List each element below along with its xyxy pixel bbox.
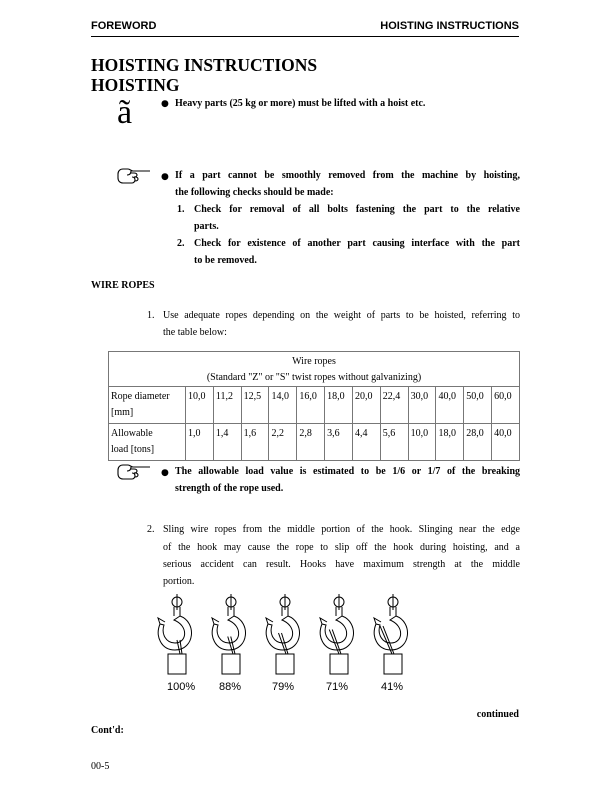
section-title: HOISTING — [91, 75, 180, 95]
table-cell: 2,8 — [297, 424, 325, 461]
step1-line2: the table below: — [163, 327, 227, 338]
table-cell: 30,0 — [408, 387, 436, 424]
table-cell: 1,6 — [241, 424, 269, 461]
hook-figure — [374, 594, 407, 674]
allowable-load-note-line1: The allowable load value is estimated to be 1/6 or 1/7 of the breaking — [175, 466, 520, 477]
hook-tip — [212, 618, 219, 624]
hook-strength-diagram — [150, 592, 420, 677]
pointing-hand-icon — [117, 166, 151, 184]
hook-strength-label: 41% — [381, 681, 404, 693]
check-item-number: 1. — [177, 204, 185, 215]
wire-rope — [228, 637, 233, 655]
wire-rope — [180, 640, 182, 654]
hook-figure — [266, 594, 299, 674]
step2-line1: Sling wire ropes from the middle portion of the hook. Slinging near the edge — [163, 524, 520, 535]
table-row-label — [109, 424, 186, 461]
header-chapter-title: HOISTING INSTRUCTIONS — [380, 20, 519, 32]
bullet-dot: ● — [161, 172, 169, 182]
hoisting-check-line2: the following checks should be made: — [175, 187, 334, 198]
pointing-hand-icon — [117, 462, 151, 480]
bullet-dot: ● — [161, 468, 169, 478]
allowable-load-note-line2: strength of the rope used. — [175, 483, 284, 494]
rope-diameter-unit: [mm] — [111, 407, 134, 418]
table-cell: 16,0 — [297, 387, 325, 424]
step2-line2: of the hook may cause the rope to slip off the hook during hoisting, and a — [163, 542, 520, 553]
page-number: 00-5 — [91, 761, 110, 772]
load-block — [222, 654, 240, 674]
hook-strength-label: 71% — [326, 681, 349, 693]
hook-tip — [266, 618, 273, 624]
table-cell: 2,2 — [269, 424, 297, 461]
hook-figure — [320, 594, 353, 674]
step2-line4: portion. — [163, 576, 195, 587]
table-cell: 14,0 — [269, 387, 297, 424]
table-cell: 1,4 — [213, 424, 241, 461]
table-cell: 11,2 — [213, 387, 241, 424]
heavy-parts-note: Heavy parts (25 kg or more) must be lifted with a hoist etc. — [175, 98, 426, 109]
table-cell: 22,4 — [380, 387, 408, 424]
bullet-dot: ● — [161, 99, 169, 109]
table-cell: 1,0 — [186, 424, 214, 461]
table-title: Wire ropes — [292, 356, 336, 367]
check-item-2-line2: to be removed. — [194, 255, 257, 266]
rope-diameter-label: Rope diameter — [111, 391, 170, 402]
load-block — [330, 654, 348, 674]
check-item-number: 2. — [177, 238, 185, 249]
table-header-row — [109, 352, 520, 387]
continued-label: continued — [476, 709, 519, 720]
hook-strength-label: 88% — [219, 681, 242, 693]
table-row — [109, 424, 520, 461]
hook-strength-label: 79% — [272, 681, 295, 693]
table-cell: 10,0 — [408, 424, 436, 461]
table-cell: 4,4 — [352, 424, 380, 461]
load-block — [384, 654, 402, 674]
page-title: HOISTING INSTRUCTIONS — [91, 55, 318, 75]
load-block — [276, 654, 294, 674]
hook-figure — [212, 594, 245, 674]
table-cell: 40,0 — [436, 387, 464, 424]
hoisting-check-line1: If a part cannot be smoothly removed from the machine by hoisting, — [175, 170, 520, 181]
wire-ropes-heading: WIRE ROPES — [91, 280, 155, 291]
table-cell: 50,0 — [464, 387, 492, 424]
hook-tip — [158, 618, 165, 624]
table-title-cell — [109, 352, 520, 387]
step-number: 2. — [147, 524, 155, 535]
table-cell: 12,5 — [241, 387, 269, 424]
hook-strength-label: 100% — [167, 681, 196, 693]
header-rule — [91, 36, 519, 37]
table-subtitle: (Standard "Z" or "S" twist ropes without galvanizing) — [206, 372, 422, 383]
allowable-load-label: Allowable — [111, 428, 153, 439]
check-item-1-line2: parts. — [194, 221, 219, 232]
contd-label: Cont'd: — [91, 725, 124, 736]
header-section-name: FOREWORD — [91, 20, 157, 32]
hook-tip — [320, 618, 327, 624]
table-row — [109, 387, 520, 424]
step-number: 1. — [147, 310, 155, 321]
table-cell: 10,0 — [186, 387, 214, 424]
warning-symbol-icon: ã — [117, 94, 133, 131]
hook-figure — [158, 594, 191, 674]
table-cell: 20,0 — [352, 387, 380, 424]
check-item-1-line1: Check for removal of all bolts fastening the part to the relative — [194, 204, 520, 215]
allowable-load-unit: load [tons] — [111, 444, 155, 455]
step1-line1: Use adequate ropes depending on the weight of parts to be hoisted, referring to — [163, 310, 520, 321]
table-cell: 3,6 — [325, 424, 353, 461]
table-cell: 60,0 — [492, 387, 520, 424]
table-row-label — [109, 387, 186, 424]
hook-tip — [374, 618, 381, 624]
check-item-2-line1: Check for existence of another part causing interface with the part — [194, 238, 520, 249]
load-block — [168, 654, 186, 674]
table-cell: 40,0 — [492, 424, 520, 461]
table-cell: 5,6 — [380, 424, 408, 461]
wire-rope — [231, 637, 235, 655]
table-cell: 18,0 — [436, 424, 464, 461]
table-cell: 28,0 — [464, 424, 492, 461]
table-cell: 18,0 — [325, 387, 353, 424]
wire-ropes-table — [108, 351, 520, 461]
step2-line3: serious accident can result. Hooks have maximum strength at the middle — [163, 559, 520, 570]
